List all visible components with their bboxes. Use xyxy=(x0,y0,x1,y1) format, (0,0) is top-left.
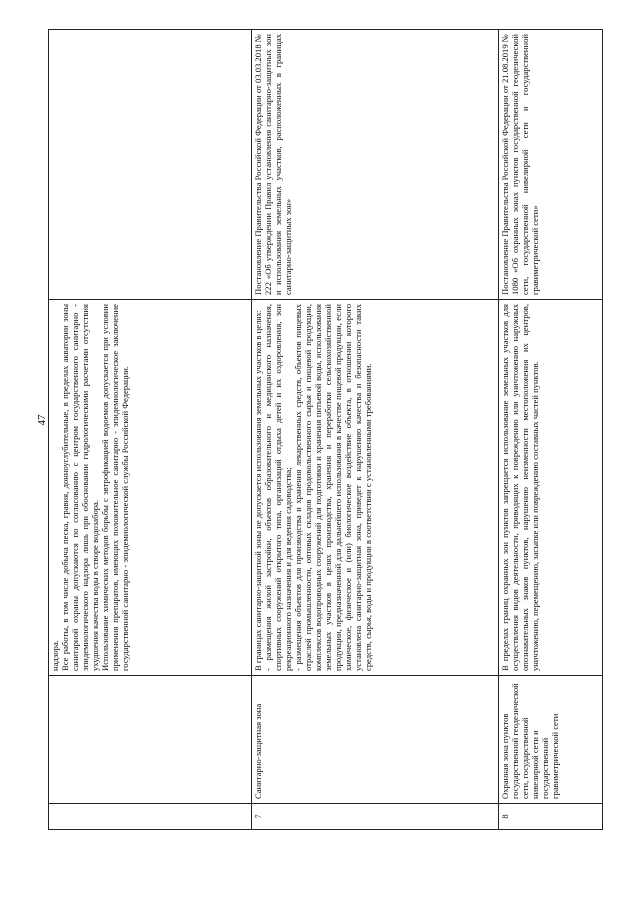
restrictions-cell xyxy=(252,300,499,676)
restrictions-cell xyxy=(49,300,252,676)
row-number: 7 xyxy=(252,804,499,830)
restriction-paragraph: Все работы, в том числе добыча песка, гравия, донноуглубительные, в пределах акватории зоны санитарной охраны допускаются по согласованию с центром государственного санитарно - эпидемиологического надзора лишь при обосновании гидрологическими расчетами отсутствия ухудшения качества воды в створе водозабора. xyxy=(59,304,100,671)
row-number xyxy=(49,804,252,830)
zone-name: Охранная зона пунктов государственной геодезической сети, государственной нивелирной сети и государственной гравиметрической сети xyxy=(499,676,603,804)
restriction-paragraph: В пределах границ охранных зон пунктов запрещается использование земельных участков для осуществления видов деятельности, приводящих к повреждению или уничтожению наружных опознавательных знаков пунктов, нарушению неизменности местоположения их центров, уничтожению, перемещению, засыпке или повреждению составных частей пунктов. xyxy=(500,304,540,671)
restriction-paragraph: - размещения жилой застройки, объектов образовательного и медицинского назначения, спортивных сооружений открытого типа, организаций отдыха детей и их оздоровления, зон рекреационного назначения и для ведения садоводства; xyxy=(262,304,293,671)
restrictions-table xyxy=(48,29,603,830)
table-row xyxy=(499,30,603,830)
table-row xyxy=(252,30,499,830)
legal-basis: Постановление Правительства Российской Федерации от 03.03.2018 № 222 «Об утверждении Правил установления санитарно-защитных зон и использования земельных участков, расположенных в границах санитарно-защитных зон» xyxy=(252,30,499,300)
zone-name xyxy=(49,676,252,804)
restriction-paragraph: надзора. xyxy=(50,640,60,671)
rotated-table-wrapper xyxy=(48,30,589,830)
restrictions-cell xyxy=(499,300,603,676)
table-row xyxy=(49,30,252,830)
restriction-paragraph: В границах санитарно-защитной зоны не допускается использования земельных участков в целях: xyxy=(253,310,263,671)
zone-name: Санитарно-защитная зона xyxy=(252,676,499,804)
restriction-paragraph: - размещения объектов для производства и хранения лекарственных средств, объектов пищевых отраслей промышленности, оптовых складов продовольственного сырья и пищевой продукции, комплексов водопроводных сооружений для подготовки и хранения питьевой воды, использования земельных участков в целях производства, хранения и переработки сельскохозяйственной продукции, предназначенной для дальнейшего использования в качестве пищевой продукции, если химическое, физическое и (или) биологическое воздействие объекта, в отношении которого установлена санитарно-защитная зона, приведет к нарушению качества и безопасности таких средств, сырья, воды и продукции в соответствии с установленными требованиями. xyxy=(292,304,373,671)
row-number: 8 xyxy=(499,804,603,830)
restriction-paragraph: Использование химических методов борьбы с эвтрофикацией водоемов допускается при условии применения препаратов, имеющих положительное санитарно - эпидемиологическое заключение государственной санитарно - эпидемиологической службы Российской Федерации. xyxy=(99,304,130,671)
legal-basis xyxy=(49,30,252,300)
legal-basis: Постановление Правительства Российской Федерации от 21.08.2019 № 1080 «Об охранных зонах пунктов государственной геодезической сети, государственной нивелирной сети и государственной гравиметрической сети» xyxy=(499,30,603,300)
page-number: 47 xyxy=(36,414,48,426)
